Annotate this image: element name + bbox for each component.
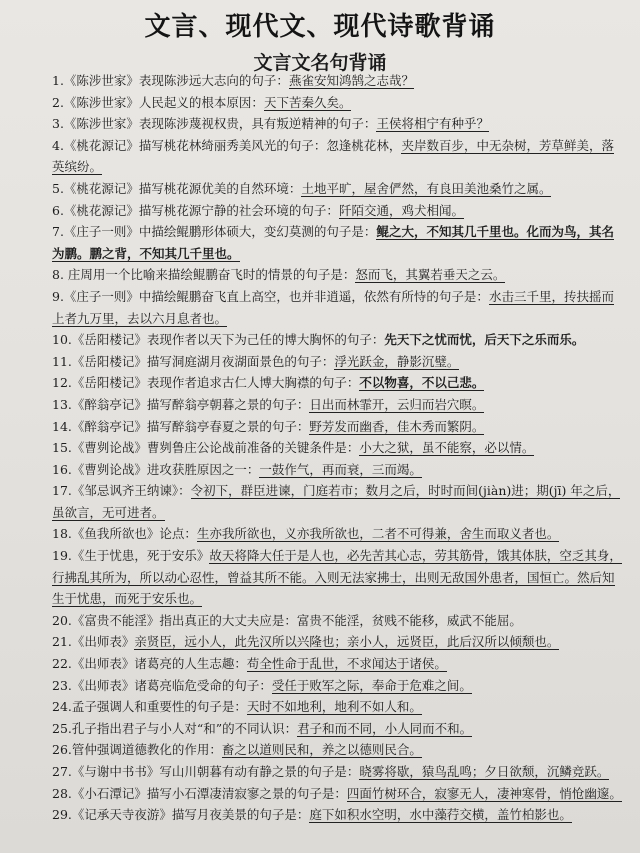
list-item: [52, 178, 622, 200]
list-item: [52, 113, 622, 135]
answer-text: 怒而飞，其翼若垂天之云。: [355, 267, 506, 283]
question-text: 8. 庄周用一个比喻来描绘鲲鹏奋飞时的情景的句子是：: [52, 267, 356, 283]
list-item: [52, 718, 622, 740]
answer-text: 亲贤臣，远小人，此先汉所以兴隆也；亲小人，远贤臣，此后汉所以倾颓也。: [134, 634, 560, 650]
question-text: 16.《曹刿论战》进攻获胜原因之一：: [52, 461, 260, 477]
question-text: 3.《陈涉世家》表现陈涉蔑视权贵，具有叛逆精神的句子：: [52, 116, 377, 132]
question-text: 23.《出师表》诸葛亮临危受命的句子：: [52, 677, 272, 693]
answer-text: 故天将降大任于是人也，必先苦其心志，劳其筋骨，饿其体肤，空乏其身，行拂乱其所为，所以动心忍性，曾益其所不能。入则无法家拂士，出则无敌国外患者，国恒亡。然后知生于忧患，而死于安乐也。: [52, 548, 622, 607]
question-text: 20.《富贵不能淫》指出真正的大丈夫应是：: [52, 612, 297, 628]
answer-text: 庭下如积水空明，水中藻荇交横，盖竹柏影也。: [309, 807, 572, 823]
question-text: 28.《小石潭记》描写小石潭凄清寂寥之景的句子是：: [52, 785, 347, 801]
list-item: [52, 416, 622, 438]
list-item: [52, 675, 622, 697]
list-item: [52, 459, 622, 481]
question-text: 10.《岳阳楼记》表现作者以天下为己任的博大胸怀的句子：: [52, 332, 385, 348]
answer-text: 鲲之大，不知其几千里也。化而为鸟，其名为鹏。鹏之背，不知其几千里也。: [52, 224, 614, 261]
question-text: 19.《生于忧患，死于安乐》: [52, 548, 210, 564]
list-item: [52, 783, 622, 805]
page-title: 文言、现代文、现代诗歌背诵: [144, 12, 496, 42]
question-text: 24.孟子强调人和重要性的句子是：: [52, 699, 247, 715]
question-text: 2.《陈涉世家》人民起义的根本原因：: [52, 94, 264, 110]
answer-text: 令初下，群臣进谏，门庭若市；数月之后，时时而间(jiàn)进；期(jī) 年之后，虽欲言，无可进者。: [52, 483, 621, 520]
question-text: 7.《庄子一则》中描绘鲲鹏形体硕大，变幻莫测的句子是：: [52, 224, 377, 240]
answer-text: 天时不如地利，地利不如人和。: [246, 699, 422, 715]
list-item: [52, 610, 622, 632]
question-text: 5.《桃花源记》描写桃花源优美的自然环境：: [52, 180, 302, 196]
list-item: [52, 653, 622, 675]
list-item: [52, 437, 622, 459]
question-text: 27.《与谢中书书》写山川朝暮有动有静之景的句子是：: [52, 764, 360, 779]
answer-text: 一鼓作气，再而衰，三而竭。: [259, 461, 422, 477]
answer-text: 浮光跃金，静影沉璧。: [334, 353, 460, 369]
answer-text: 先天下之忧而忧，后天下之乐而乐。: [384, 332, 585, 348]
question-text: 13.《醉翁亭记》描写醉翁亭朝暮之景的句子：: [52, 396, 310, 412]
list-item: [52, 221, 622, 264]
list-item: [52, 286, 622, 329]
list-item: [52, 696, 622, 718]
question-text: 15.《曹刿论战》曹刿鲁庄公论战前准备的关键条件是：: [52, 440, 360, 456]
answer-text: 不以物喜，不以己悲。: [359, 375, 485, 391]
quote-list: [52, 70, 622, 826]
question-text: 26.管仲强调道德教化的作用：: [52, 742, 222, 758]
question-text: 12.《岳阳楼记》表现作者追求古仁人博大胸襟的句子：: [52, 375, 360, 391]
question-text: 4.《桃花源记》描写桃花林绮丽秀美风光的句子：忽逢桃花林，: [52, 137, 402, 153]
list-item: [52, 92, 622, 114]
list-item: [52, 480, 622, 523]
answer-text: 野芳发而幽香，佳木秀而繁阴。: [309, 418, 485, 434]
answer-text: 晓雾将歇，猿鸟乱鸣；夕日欲颓，沉鳞竞跃。: [359, 764, 610, 779]
list-item: [52, 631, 622, 653]
question-text: 21.《出师表》: [52, 634, 135, 650]
list-item: [52, 70, 622, 92]
question-text: 9.《庄子一则》中描绘鲲鹏奋飞直上高空，也并非逍遥，依然有所恃的句子是：: [52, 288, 489, 304]
answer-text: 日出而林霏开，云归而岩穴暝。: [309, 396, 485, 412]
list-item: [52, 200, 622, 222]
list-item: [52, 739, 622, 761]
answer-text: 夹岸数百步，中无杂树，芳草鲜美，落英缤纷。: [52, 137, 614, 175]
answer-text: 水击三千里，抟扶摇而上者九万里，去以六月息者也。: [52, 288, 614, 326]
question-text: 22.《出师表》诸葛亮的人生志趣：: [52, 656, 247, 672]
answer-text: 土地平旷，屋舍俨然，有良田美池桑竹之属。: [301, 180, 552, 196]
answer-text: 王侯将相宁有种乎？: [376, 116, 489, 132]
answer-text: 君子和而不同，小人同而不和。: [297, 720, 473, 736]
question-text: 18.《鱼我所欲也》论点：: [52, 526, 197, 542]
answer-text: 天下苦秦久矣。: [263, 94, 352, 110]
question-text: 1.《陈涉世家》表现陈涉远大志向的句子：: [52, 73, 289, 88]
list-item: [52, 523, 622, 545]
section-title: 文言文名句背诵: [253, 52, 387, 74]
answer-text: 燕雀安知鸿鹄之志哉？: [288, 73, 414, 88]
answer-text: 富贵不能淫，贫贱不能移，威武不能屈。: [296, 612, 522, 628]
list-item: [52, 761, 622, 783]
list-item: [52, 372, 622, 394]
question-text: 6.《桃花源记》描写桃花源宁静的社会环境的句子：: [52, 202, 339, 218]
answer-text: 苟全性命于乱世，不求闻达于诸侯。: [246, 656, 447, 672]
list-item: [52, 351, 622, 373]
answer-text: 小大之狱，虽不能察，必以情。: [359, 440, 535, 456]
answer-text: 生亦我所欲也，义亦我所欲也，二者不可得兼，舍生而取义者也。: [196, 526, 560, 542]
question-text: 29.《记承天寺夜游》描写月夜美景的句子是：: [52, 807, 310, 823]
question-text: 17.《邹忌讽齐王纳谏》：: [52, 483, 191, 499]
question-text: 14.《醉翁亭记》描写醉翁亭春夏之景的句子：: [52, 418, 310, 434]
list-item: [52, 264, 622, 286]
list-item: [52, 394, 622, 416]
list-item: [52, 329, 622, 351]
answer-text: 受任于败军之际，奉命于危难之间。: [271, 677, 472, 693]
list-item: [52, 135, 622, 178]
question-text: 11.《岳阳楼记》描写洞庭湖月夜湖面景色的句子：: [52, 353, 335, 369]
answer-text: 四面竹树环合，寂寥无人，凄神寒骨，悄怆幽邃。: [346, 785, 622, 801]
answer-text: 阡陌交通，鸡犬相闻。: [338, 202, 464, 218]
answer-text: 畜之以道则民和，养之以德则民合。: [221, 742, 422, 758]
list-item: [52, 804, 622, 826]
list-item: [52, 545, 622, 610]
question-text: 25.孔子指出君子与小人对“和”的不同认识：: [52, 720, 298, 736]
